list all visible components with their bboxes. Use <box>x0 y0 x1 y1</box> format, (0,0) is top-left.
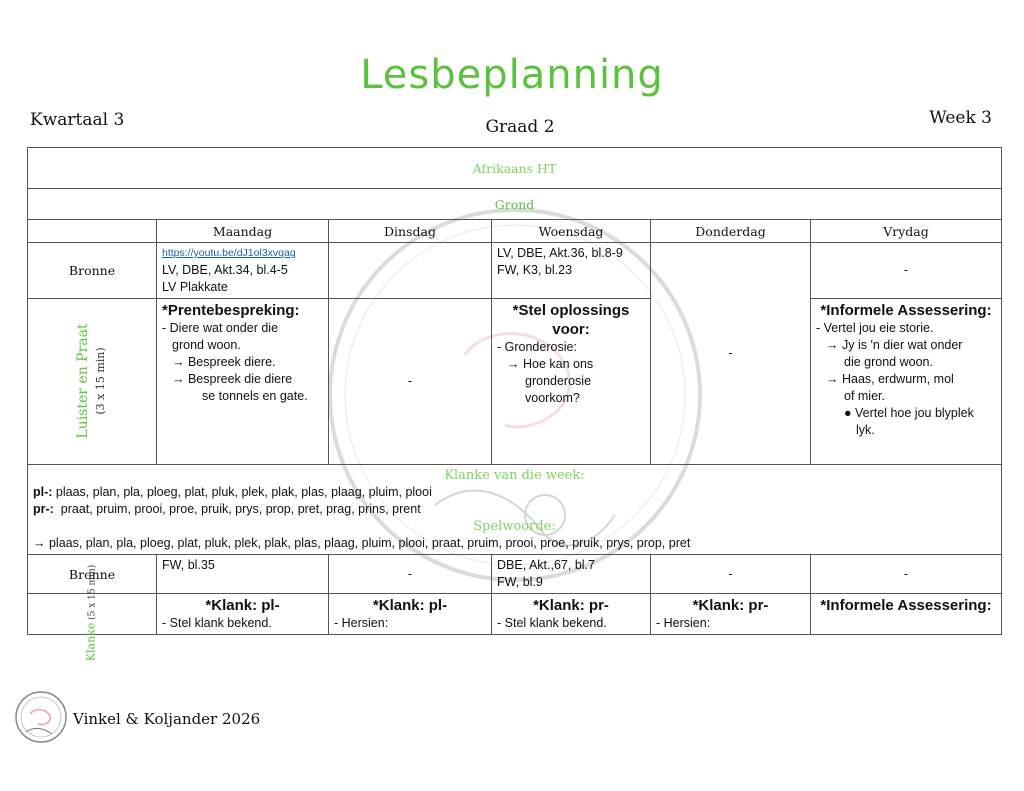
bronne-maandag-line-2: LV Plakkate <box>162 280 228 294</box>
luister-label-cell <box>28 299 157 465</box>
klanke-week-row <box>28 465 1002 555</box>
klanke-vrydag <box>811 594 1002 635</box>
klanke-donderdag-heading: *Klank: pr- <box>692 597 769 614</box>
luister-woensdag <box>492 299 651 465</box>
klanke-dinsdag-text: - Hersien: <box>334 616 389 630</box>
footer-brand: Vinkel & Koljander 2026 <box>73 710 261 728</box>
luister-label: Luister en Praat <box>75 323 91 439</box>
day-vrydag: Vrydag <box>811 220 1002 243</box>
bronne-maandag <box>157 243 329 299</box>
luister-vrydag-l1: - Vertel jou eie storie. <box>816 321 934 335</box>
day-dinsdag: Dinsdag <box>329 220 492 243</box>
spelwoorde-title: Spelwoorde: <box>473 519 556 534</box>
day-header-row <box>28 220 1002 243</box>
pl-line <box>33 484 996 501</box>
subject-heading: Afrikaans HT <box>28 148 1002 189</box>
klanke-donderdag-text: - Hersien: <box>656 616 711 630</box>
day-donderdag: Donderdag <box>651 220 811 243</box>
bronne2-donderdag: - <box>651 555 811 594</box>
klanke-woensdag-heading: *Klank: pr- <box>533 597 609 614</box>
bronne-woensdag <box>492 243 651 299</box>
topic-heading: Grond <box>28 189 1002 220</box>
bronne-vrydag: - <box>811 243 1002 299</box>
lesson-plan-table <box>27 147 1002 662</box>
luister-woensdag-heading: *Stel oplossings voor: <box>512 302 630 338</box>
klanke-week-title: Klanke van die week: <box>444 468 585 483</box>
page-title: Lesbeplanning <box>360 52 664 98</box>
bronne-luister-donderdag <box>651 243 811 465</box>
luister-maandag-l1: - Diere wat onder die <box>162 321 279 335</box>
bronne2-maandag: FW, bl.35 <box>157 555 329 594</box>
pl-label: pl-: <box>33 485 53 499</box>
youtube-link[interactable]: https://youtu.be/dJ1ol3xvqag <box>162 247 296 259</box>
bronne2-vrydag: - <box>811 555 1002 594</box>
klanke-maandag <box>157 594 329 635</box>
klanke-row <box>28 594 1002 635</box>
klanke-woensdag <box>492 594 651 635</box>
klanke-donderdag <box>651 594 811 635</box>
bronne2-woensdag <box>492 555 651 594</box>
klanke-woensdag-text: - Stel klank bekend. <box>497 616 607 630</box>
klanke-dinsdag-heading: *Klank: pl- <box>372 597 448 614</box>
klanke-label: Klanke <box>84 622 98 662</box>
bronne-maandag-line-1: LV, DBE, Akt.34, bl.4-5 <box>162 263 288 277</box>
kwartaal-label: Kwartaal 3 <box>30 110 125 130</box>
luister-vrydag <box>811 299 1002 465</box>
day-woensdag: Woensdag <box>492 220 651 243</box>
luister-woensdag-l2: → Hoe kan ons <box>507 357 594 371</box>
luister-woensdag-l4: voorkom? <box>525 391 580 405</box>
luister-vrydag-l6: ● Vertel hoe jou blyplek <box>844 406 974 420</box>
bronne-label: Bronne <box>28 243 157 299</box>
klanke-week-cell <box>28 465 1002 555</box>
pr-label: pr-: <box>33 502 54 516</box>
pl-words: plaas, plan, pla, ploeg, plat, pluk, plek, plak, plas, plaag, pluim, plooi <box>55 485 432 499</box>
luister-row <box>28 299 1002 465</box>
brand-logo-icon <box>12 688 70 746</box>
bronne2-woensdag-line-1: DBE, Akt.,67, bl.7 <box>497 558 595 572</box>
corner-cell <box>28 220 157 243</box>
klanke-vrydag-heading: *Informele Assessering: <box>820 597 992 614</box>
luister-woensdag-l1: - Gronderosie: <box>497 340 577 354</box>
luister-vrydag-l5: of mier. <box>844 389 885 403</box>
graad-label: Graad 2 <box>485 117 555 137</box>
bronne-woensdag-line-2: FW, K3, bl.23 <box>497 263 573 277</box>
luister-dinsdag: - <box>329 299 492 465</box>
luister-maandag-l2: grond woon. <box>172 338 241 352</box>
bronne-row-1 <box>28 243 1002 299</box>
luister-vrydag-l2: → Jy is 'n dier wat onder <box>826 338 963 352</box>
luister-maandag-l3: → Bespreek diere. <box>172 355 276 369</box>
spelwoorde-list: → plaas, plan, pla, ploeg, plat, pluk, plek, plak, plas, plaag, pluim, plooi, praat, pruim, prooi, proe, pruik, prys, prop, pret <box>33 536 691 550</box>
luister-woensdag-l3: gronderosie <box>525 374 592 388</box>
luister-vrydag-l7: lyk. <box>856 423 875 437</box>
klanke-dinsdag <box>329 594 492 635</box>
luister-vrydag-heading: *Informele Assessering: <box>820 302 992 319</box>
luister-vrydag-l3: die grond woon. <box>844 355 933 369</box>
week-label: Week 3 <box>929 108 992 128</box>
luister-maandag <box>157 299 329 465</box>
bronne2-woensdag-line-2: FW, bl.9 <box>497 575 543 589</box>
luister-donderdag-dash: - <box>728 346 733 360</box>
klanke-maandag-text: - Stel klank bekend. <box>162 616 272 630</box>
luister-maandag-l5: se tonnels en gate. <box>202 389 308 403</box>
bronne-woensdag-line-1: LV, DBE, Akt.36, bl.8-9 <box>497 246 623 260</box>
bronne2-dinsdag: - <box>329 555 492 594</box>
luister-maandag-l4: → Bespreek die diere <box>172 372 293 386</box>
day-maandag: Maandag <box>157 220 329 243</box>
pr-line <box>33 501 996 518</box>
klanke-maandag-heading: *Klank: pl- <box>205 597 280 614</box>
bronne-row-2 <box>28 555 1002 594</box>
luister-vrydag-l4: → Haas, erdwurm, mol <box>826 372 954 386</box>
klanke-sub: (5 x 15 min) <box>87 564 98 620</box>
luister-sub: (3 x 15 min) <box>94 347 107 415</box>
pr-words: praat, pruim, prooi, proe, pruik, prys, prop, pret, prag, prins, prent <box>60 502 421 516</box>
luister-maandag-heading: *Prentebespreking: <box>162 302 300 319</box>
bronne-dinsdag <box>329 243 492 299</box>
bronne-label-2: Bronne <box>28 555 157 594</box>
